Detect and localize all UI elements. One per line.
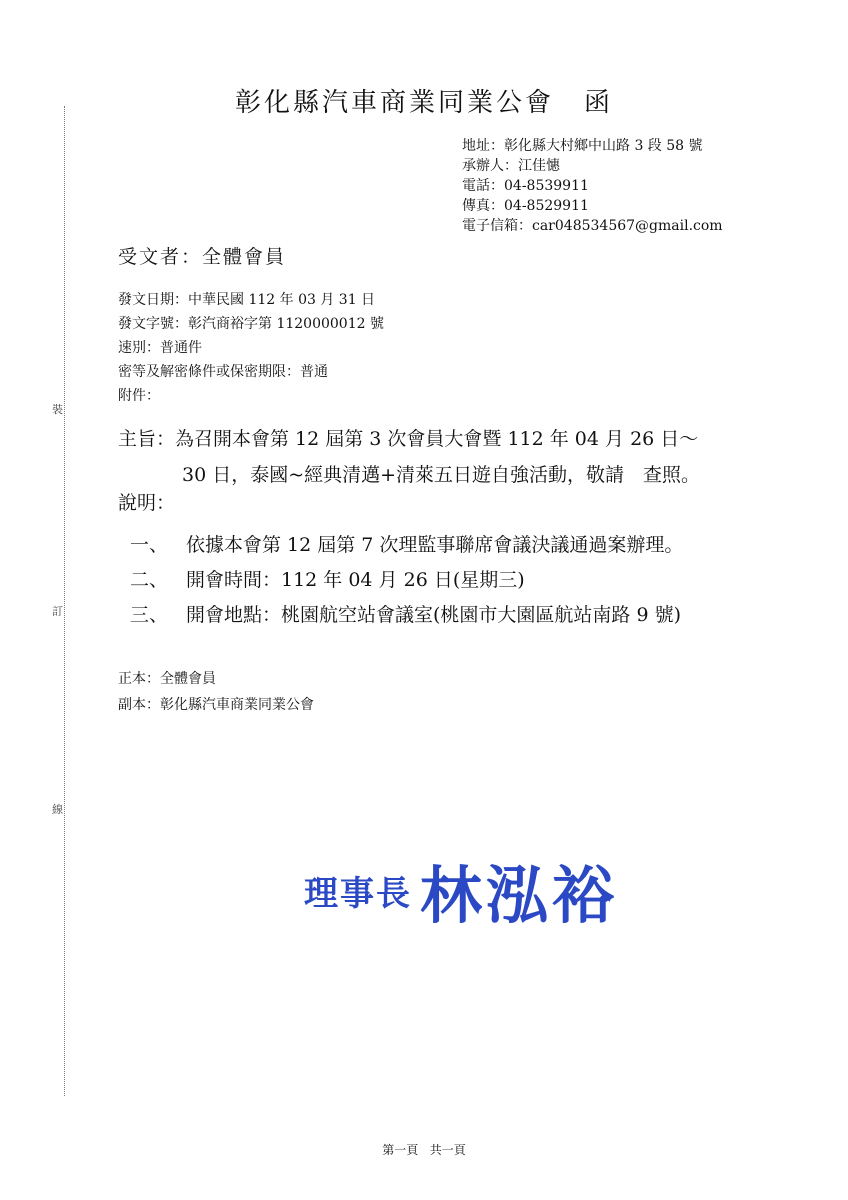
subject-line-2: 30 日，泰國~經典清邁+清萊五日遊自強活動，敬請 查照。 bbox=[182, 464, 701, 486]
doc-type: 函 bbox=[584, 88, 614, 118]
page-total: 共一頁 bbox=[429, 1143, 466, 1157]
attachment: 附件： bbox=[118, 388, 160, 404]
security-level: 密等及解密條件或保密期限：普通 bbox=[118, 364, 328, 380]
original-recipient: 正本：全體會員 bbox=[118, 671, 216, 687]
document-title bbox=[0, 82, 848, 119]
item-number: 三、 bbox=[130, 604, 169, 626]
binding-mark-ding: 訂 bbox=[52, 602, 63, 620]
seal-name: 林泓裕 bbox=[420, 859, 619, 932]
description-item bbox=[130, 565, 525, 592]
recipient: 受文者：全體會員 bbox=[118, 246, 287, 268]
chairman-seal bbox=[304, 846, 618, 935]
contact-phone: 電話：04-8539911 bbox=[462, 178, 589, 194]
contact-handler: 承辦人：江佳憓 bbox=[462, 158, 560, 174]
delivery-speed: 速別：普通件 bbox=[118, 340, 202, 356]
item-text: 開會地點：桃園航空站會議室(桃園市大園區航站南路 9 號) bbox=[186, 604, 681, 626]
seal-role: 理事長 bbox=[304, 874, 412, 914]
org-name: 彰化縣汽車商業同業公會 bbox=[234, 88, 554, 118]
item-number: 一、 bbox=[130, 534, 169, 556]
item-text: 開會時間：112 年 04 月 26 日(星期三) bbox=[186, 569, 525, 591]
binding-mark-xian: 線 bbox=[52, 800, 63, 818]
contact-fax: 傳真：04-8529911 bbox=[462, 198, 589, 214]
binding-line bbox=[64, 106, 65, 1096]
contact-address: 地址：彰化縣大村鄉中山路 3 段 58 號 bbox=[462, 138, 703, 154]
subject-line-1: 主旨：為召開本會第 12 屆第 3 次會員大會暨 112 年 04 月 26 日～ bbox=[118, 428, 699, 450]
item-text: 依據本會第 12 屆第 7 次理監事聯席會議決議通過案辦理。 bbox=[186, 534, 684, 556]
contact-email: 電子信箱：car048534567@gmail.com bbox=[462, 218, 723, 234]
copy-recipient: 副本：彰化縣汽車商業同業公會 bbox=[118, 697, 314, 713]
item-number: 二、 bbox=[130, 569, 169, 591]
reference-number: 發文字號：彰汽商裕字第 1120000012 號 bbox=[118, 316, 384, 332]
issue-date: 發文日期：中華民國 112 年 03 月 31 日 bbox=[118, 292, 376, 308]
binding-mark-zhuang: 裝 bbox=[52, 400, 63, 418]
description-item bbox=[130, 600, 681, 627]
page-footer bbox=[0, 1141, 848, 1158]
description-heading: 說明： bbox=[118, 492, 176, 514]
description-item bbox=[130, 530, 683, 557]
page-number: 第一頁 bbox=[382, 1143, 419, 1157]
